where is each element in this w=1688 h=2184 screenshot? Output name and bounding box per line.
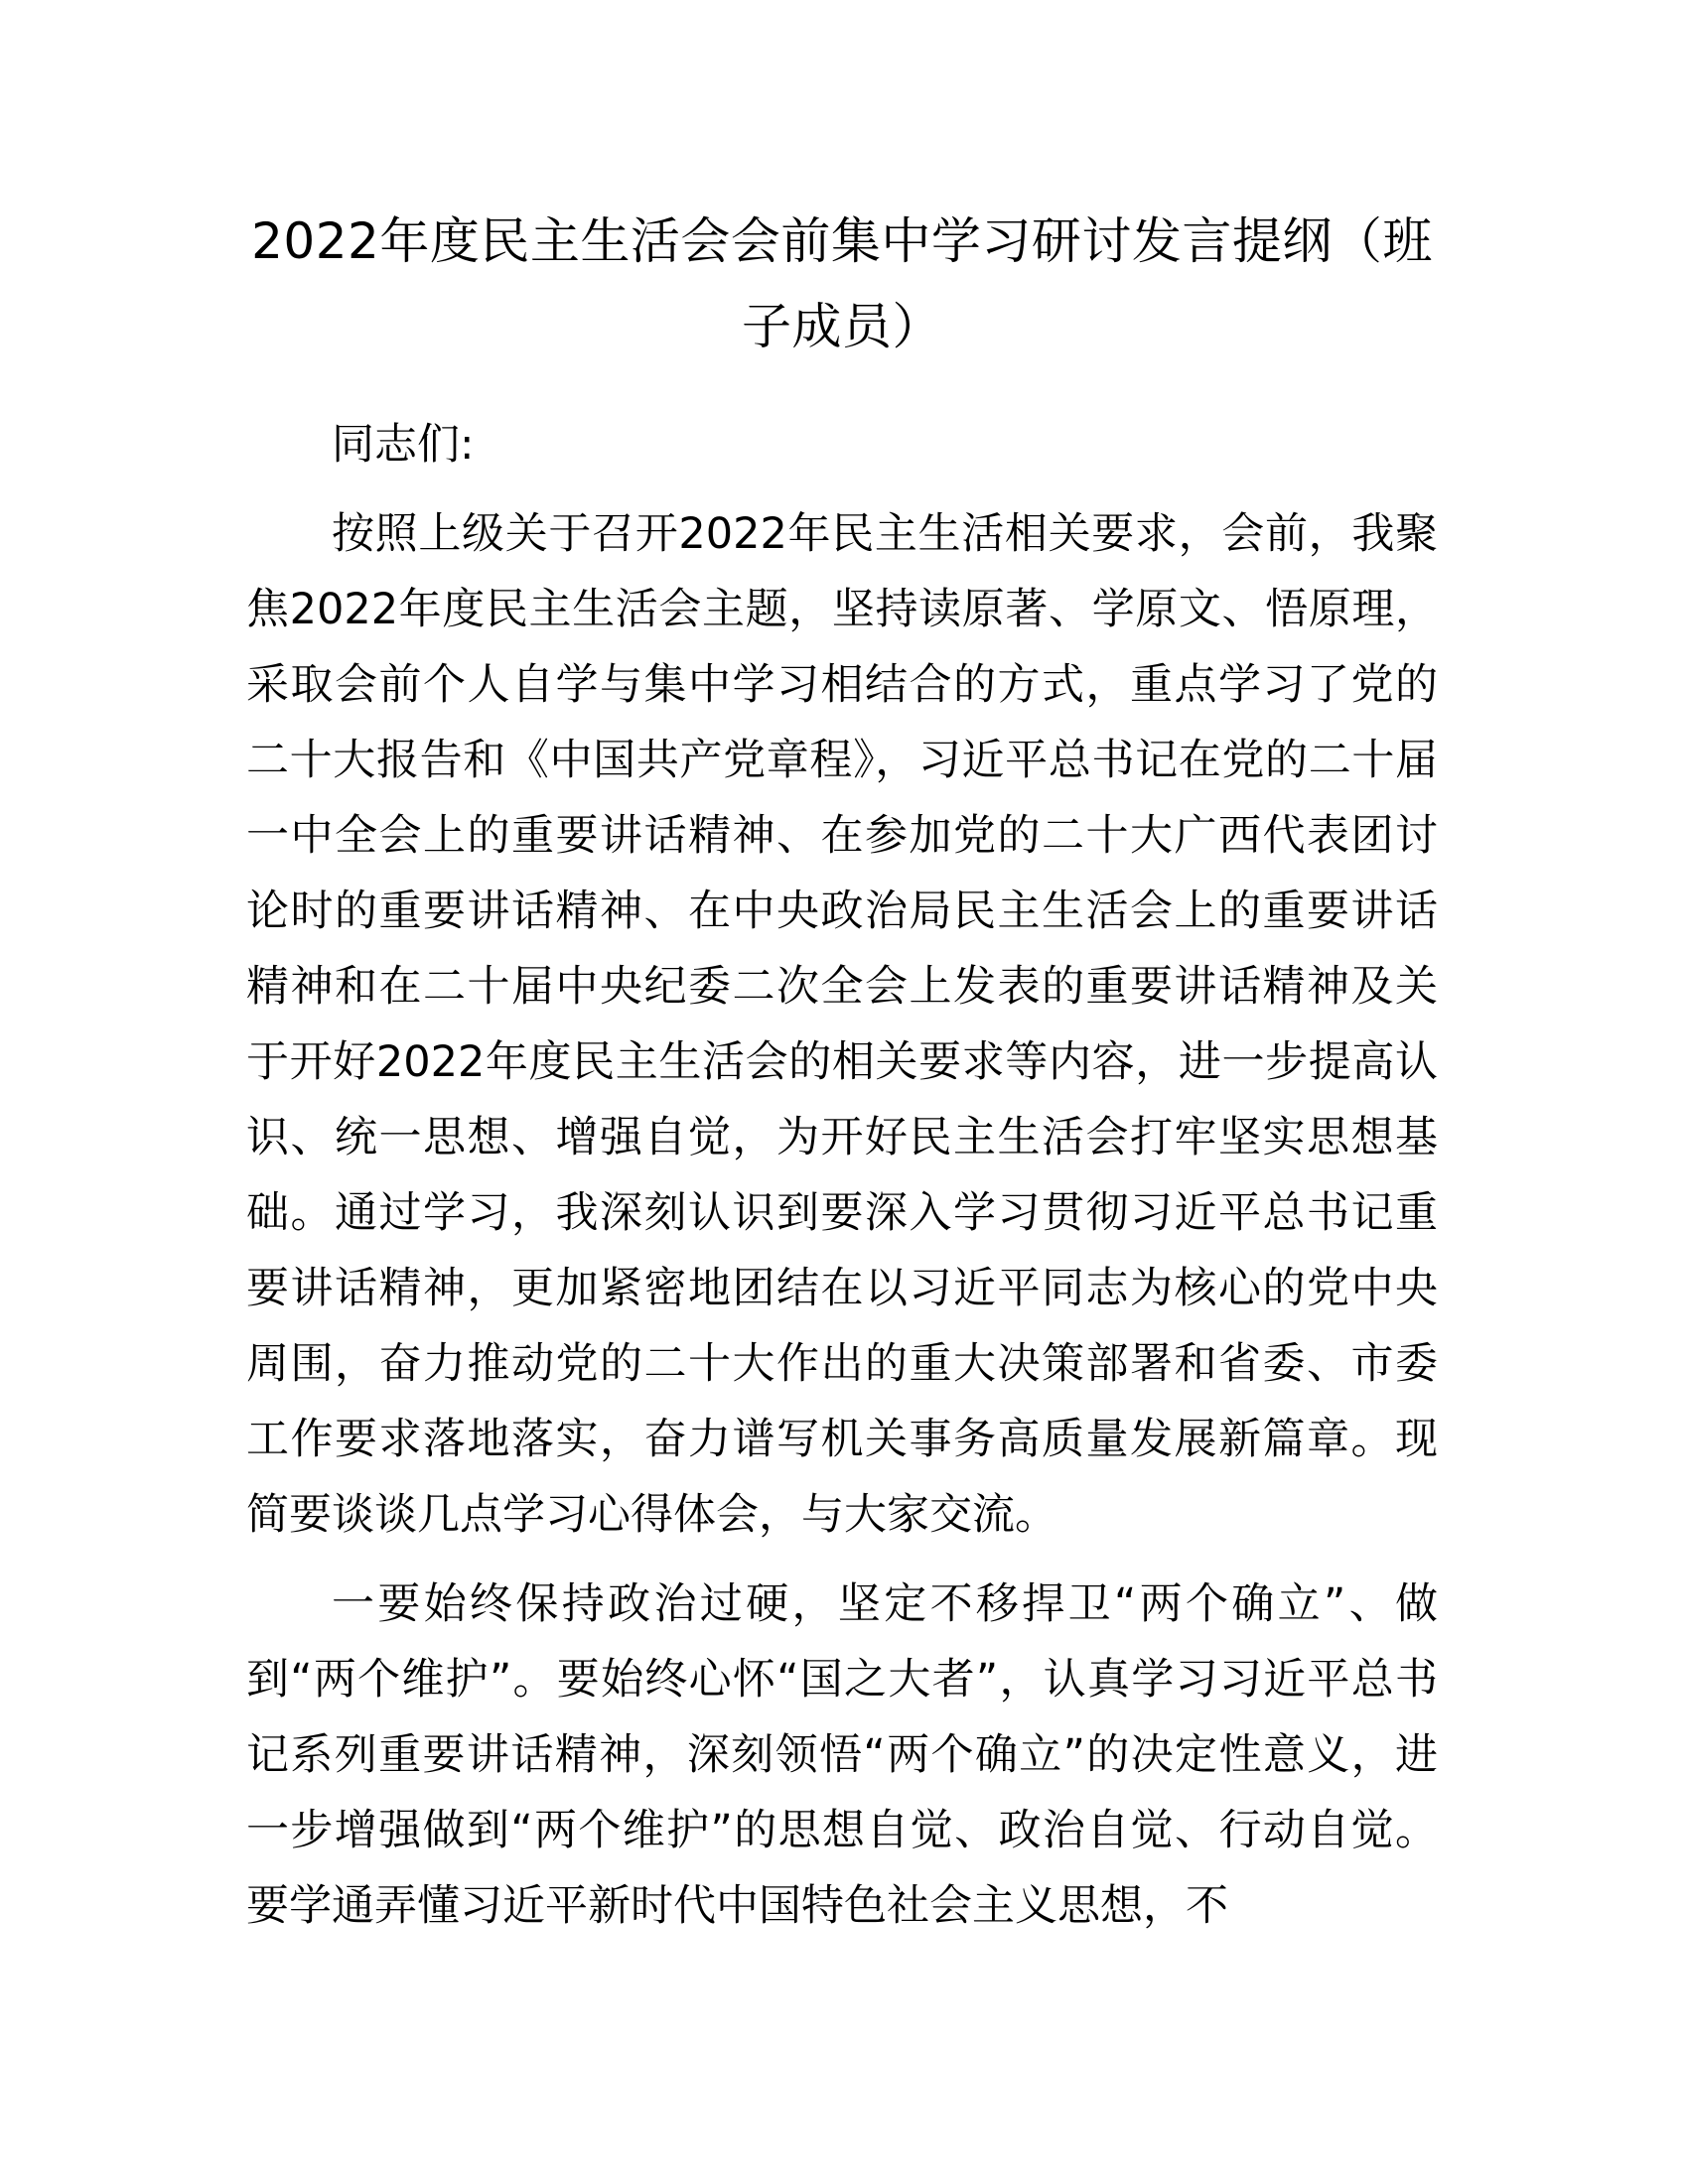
document-body (246, 199, 1438, 1944)
paragraph-point-one: 一要始终保持政治过硬，坚定不移捍卫“两个确立”、做到“两个维护”。要始终心怀“国之大者”，认真学习习近平总书记系列重要讲话精神，深刻领悟“两个确立”的决定性意义，进一步增强做到“两个维护”的思想自觉、政治自觉、行动自觉。要学通弄懂习近平新时代中国特色社会主义思想，不 (246, 1579, 1438, 1931)
document-title: 2022年度民主生活会会前集中学习研讨发言提纲（班子成员） (251, 212, 1433, 355)
paragraph-intro: 按照上级关于召开2022年民主生活相关要求，会前，我聚焦2022年度民主生活会主题，坚持读原著、学原文、悟原理，采取会前个人自学与集中学习相结合的方式，重点学习了党的二十大报告和《中国共产党章程》，习近平总书记在党的二十届一中全会上的重要讲话精神、在参加党的二十大广西代表团讨论时的重要讲话精神、在中央政治局民主生活会上的重要讲话精神和在二十届中央纪委二次全会上发表的重要讲话精神及关于开好2022年度民主生活会的相关要求等内容，进一步提高认识、统一思想、增强自觉，为开好民主生活会打牢坚实思想基础。通过学习，我深刻认识到要深入学习贯彻习近平总书记重要讲话精神，更加紧密地团结在以习近平同志为核心的党中央周围，奋力推动党的二十大作出的重大决策部署和省委、市委工作要求落地落实，奋力谱写机关事务高质量发展新篇章。现简要谈谈几点学习心得体会，与大家交流。 (246, 509, 1438, 1540)
greeting-line: 同志们: (332, 420, 475, 470)
